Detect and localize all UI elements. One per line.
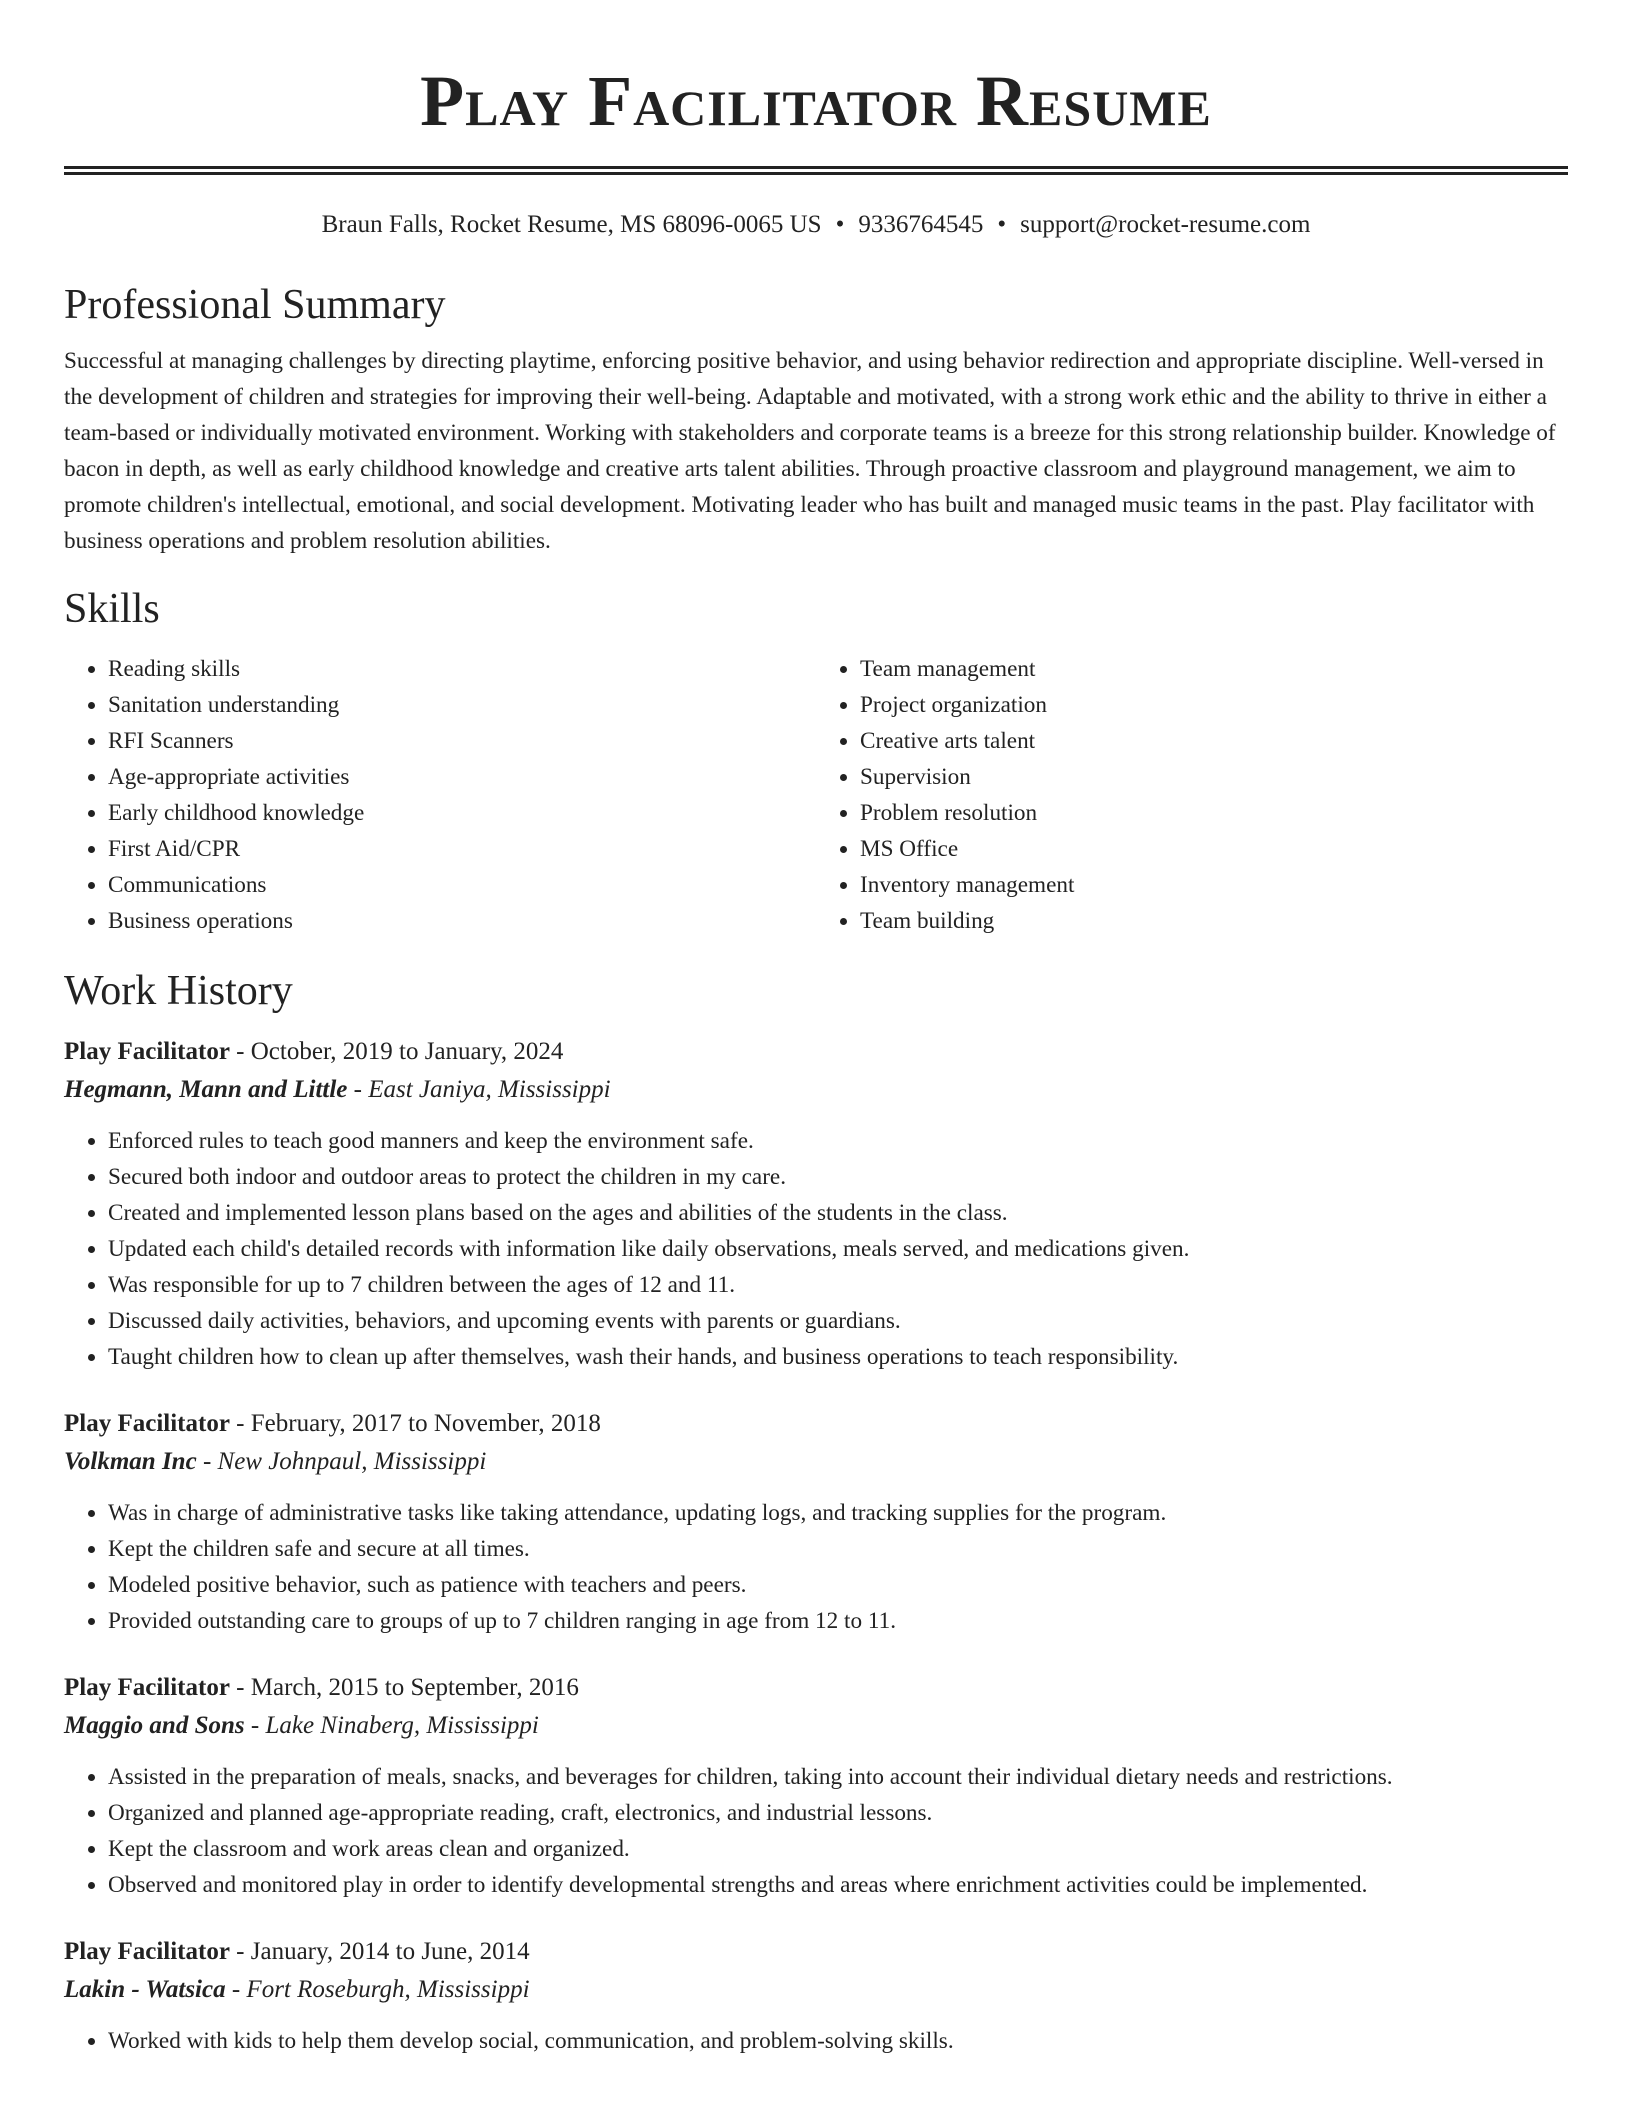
job-dates: - February, 2017 to November, 2018 [229,1410,601,1437]
contact-phone: 9336764545 [858,211,984,238]
company-location: - East Janiya, Mississippi [347,1076,611,1103]
job-duty-item: • Discussed daily activities, behaviors, and upcoming events with parents or guardians. [108,1303,1568,1339]
skill-item: • Inventory management [860,867,1568,903]
job-entry [64,1405,1568,1639]
skill-item: • Supervision [860,759,1568,795]
job-entry [64,1033,1568,1375]
skill-item: • Early childhood knowledge [108,795,816,831]
job-duty-item: • Kept the classroom and work areas clean and organized. [108,1831,1568,1867]
job-title: Play Facilitator [64,1038,230,1065]
skill-item: • Problem resolution [860,795,1568,831]
job-title: Play Facilitator [64,1410,230,1437]
skills-list-right [816,651,1568,939]
skills-heading: Skills [64,586,160,632]
skill-item: • Project organization [860,687,1568,723]
company-location: - Lake Ninaberg, Mississippi [244,1712,539,1739]
work-history-list [64,1033,1568,2059]
job-title-line [64,1033,1568,1071]
job-duties-list [64,1495,1568,1639]
job-title-line [64,1669,1568,1707]
company-location: - Fort Roseburgh, Mississippi [225,1976,530,2003]
job-duty-item: • Worked with kids to help them develop social, communication, and problem-solving skills. [108,2023,1568,2059]
skill-item: • Reading skills [108,651,816,687]
skill-item: • Age-appropriate activities [108,759,816,795]
contact-separator: • [997,211,1007,238]
skill-item: • Team management [860,651,1568,687]
contact-line [64,209,1568,241]
job-duty-item: • Provided outstanding care to groups of up to 7 children ranging in age from 12 to 11. [108,1603,1568,1639]
job-duty-item: • Organized and planned age-appropriate reading, craft, electronics, and industrial lessons. [108,1795,1568,1831]
skills-columns [64,651,1568,939]
job-entry [64,1933,1568,2059]
job-duty-item: • Updated each child's detailed records with information like daily observations, meals served, and medications given. [108,1231,1568,1267]
company-name: Lakin - Watsica [64,1976,226,2003]
job-duty-item: • Created and implemented lesson plans based on the ages and abilities of the students in the class. [108,1195,1568,1231]
skill-item: • First Aid/CPR [108,831,816,867]
title-divider [64,166,1568,175]
company-name: Maggio and Sons [64,1712,245,1739]
job-duty-item: • Taught children how to clean up after themselves, wash their hands, and business operations to teach responsibility. [108,1339,1568,1375]
company-line [64,1071,1568,1109]
skill-item: • Sanitation understanding [108,687,816,723]
skill-item: • RFI Scanners [108,723,816,759]
skills-list-left [64,651,816,939]
job-duty-item: • Observed and monitored play in order to identify developmental strengths and areas where enrichment activities could be implemented. [108,1867,1568,1903]
job-duty-item: • Assisted in the preparation of meals, snacks, and beverages for children, taking into account their individual dietary needs and restrictions. [108,1759,1568,1795]
job-duties-list [64,1123,1568,1375]
job-duties-list [64,2023,1568,2059]
job-title: Play Facilitator [64,1938,230,1965]
work-history-heading: Work History [64,968,293,1014]
company-name: Hegmann, Mann and Little [64,1076,348,1103]
resume-page [64,0,1568,2059]
company-line [64,1707,1568,1745]
job-duty-item: • Kept the children safe and secure at all times. [108,1531,1568,1567]
job-dates: - March, 2015 to September, 2016 [229,1674,579,1701]
contact-separator: • [835,211,845,238]
job-dates: - October, 2019 to January, 2024 [229,1038,564,1065]
job-duty-item: • Was in charge of administrative tasks like taking attendance, updating logs, and tracking supplies for the program. [108,1495,1568,1531]
skill-item: • MS Office [860,831,1568,867]
summary-text: Successful at managing challenges by directing playtime, enforcing positive behavior, and using behavior redirection and appropriate discipline. Well-versed in the development of children and strategies for improving their well-being. Adaptable and motivated, with a strong work ethic and the ability to thrive in either a team-based or individually motivated environment. Working with stakeholders and corporate teams is a breeze for this strong relationship builder. Knowledge of bacon in depth, as well as early childhood knowledge and creative arts talent abilities. Through proactive classroom and playground management, we aim to promote children's intellectual, emotional, and social development. Motivating leader who has built and managed music teams in the past. Play facilitator with business operations and problem resolution abilities. [64,348,1556,554]
job-duty-item: • Was responsible for up to 7 children between the ages of 12 and 11. [108,1267,1568,1303]
company-name: Volkman Inc [64,1448,197,1475]
skill-item: • Business operations [108,903,816,939]
job-title-line [64,1405,1568,1443]
contact-email: support@rocket-resume.com [1020,211,1311,238]
company-line [64,1971,1568,2009]
resume-title: Play Facilitator Resume [420,61,1212,141]
job-title-line [64,1933,1568,1971]
summary-heading: Professional Summary [64,282,446,328]
job-duty-item: • Secured both indoor and outdoor areas to protect the children in my care. [108,1159,1568,1195]
job-duty-item: • Modeled positive behavior, such as patience with teachers and peers. [108,1567,1568,1603]
job-title: Play Facilitator [64,1674,230,1701]
skill-item: • Creative arts talent [860,723,1568,759]
skill-item: • Communications [108,867,816,903]
job-duties-list [64,1759,1568,1903]
job-entry [64,1669,1568,1903]
skill-item: • Team building [860,903,1568,939]
job-dates: - January, 2014 to June, 2014 [229,1938,530,1965]
company-location: - New Johnpaul, Mississippi [196,1448,487,1475]
job-duty-item: • Enforced rules to teach good manners and keep the environment safe. [108,1123,1568,1159]
contact-address: Braun Falls, Rocket Resume, MS 68096-0065 US [321,211,822,238]
company-line [64,1443,1568,1481]
